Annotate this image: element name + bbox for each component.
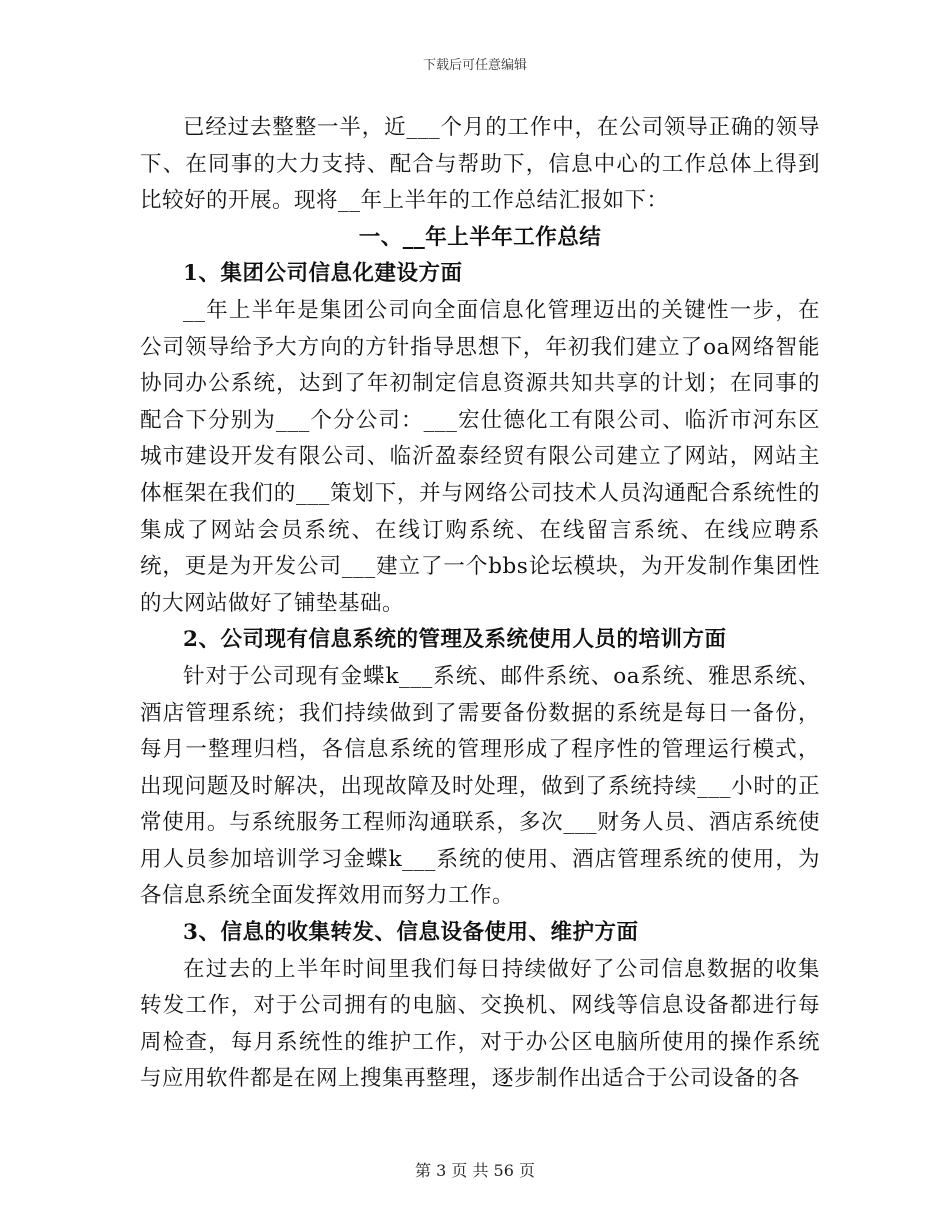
- item-heading-3: 3、信息的收集转发、信息设备使用、维护方面: [183, 920, 639, 946]
- item-paragraph-3: 在过去的上半年时间里我们每日持续做好了公司信息数据的收集转发工作，对于公司拥有的电脑、交换机、网线等信息设备都进行每周检查，每月系统性的维护工作，对于办公区电脑所使用的操作系统与应用软件都是在网上搜集再整理，逐步制作出适合于公司设备的各: [140, 956, 820, 1092]
- document-body: [140, 110, 820, 1098]
- page-header: 下载后可任意编辑: [422, 58, 527, 73]
- item-paragraph-1: __年上半年是集团公司向全面信息化管理迈出的关键性一步，在公司领导给予大方向的方针指导思想下，年初我们建立了oa网络智能协同办公系统，达到了年初制定信息资源共知共享的计划；在同事的配合下分别为___个分公司：___宏仕德化工有限公司、临沂市河东区城市建设开发有限公司、临沂盈泰经贸有限公司建立了网站，网站主体框架在我们的___策划下，并与网络公司技术人员沟通配合系统性的集成了网站会员系统、在线订购系统、在线留言系统、在线应聘系统，更是为开发公司___建立了一个bbs论坛模块，为开发制作集团性的大网站做好了铺垫基础。: [140, 297, 820, 616]
- page-footer: 第 3 页 共 56 页: [415, 1161, 535, 1180]
- section-title: 一、__年上半年工作总结: [358, 224, 602, 250]
- item-heading-1: 1、集团公司信息化建设方面: [183, 261, 463, 287]
- item-paragraph-2: 针对于公司现有金蝶k___系统、邮件系统、oa系统、雅思系统、酒店管理系统；我们持续做到了需要备份数据的系统是每日一备份，每月一整理归档，各信息系统的管理形成了程序性的管理运行模式，出现问题及时解决，出现故障及时处理，做到了系统持续___小时的正常使用。与系统服务工程师沟通联系，多次___财务人员、酒店系统使用人员参加培训学习金蝶k___系统的使用、酒店管理系统的使用，为各信息系统全面发挥效用而努力工作。: [140, 663, 820, 909]
- item-heading-2: 2、公司现有信息系统的管理及系统使用人员的培训方面: [183, 627, 727, 653]
- intro-paragraph: 已经过去整整一半，近___个月的工作中，在公司领导正确的领导下、在同事的大力支持、配合与帮助下，信息中心的工作总体上得到比较好的开展。现将__年上半年的工作总结汇报如下：: [140, 115, 820, 214]
